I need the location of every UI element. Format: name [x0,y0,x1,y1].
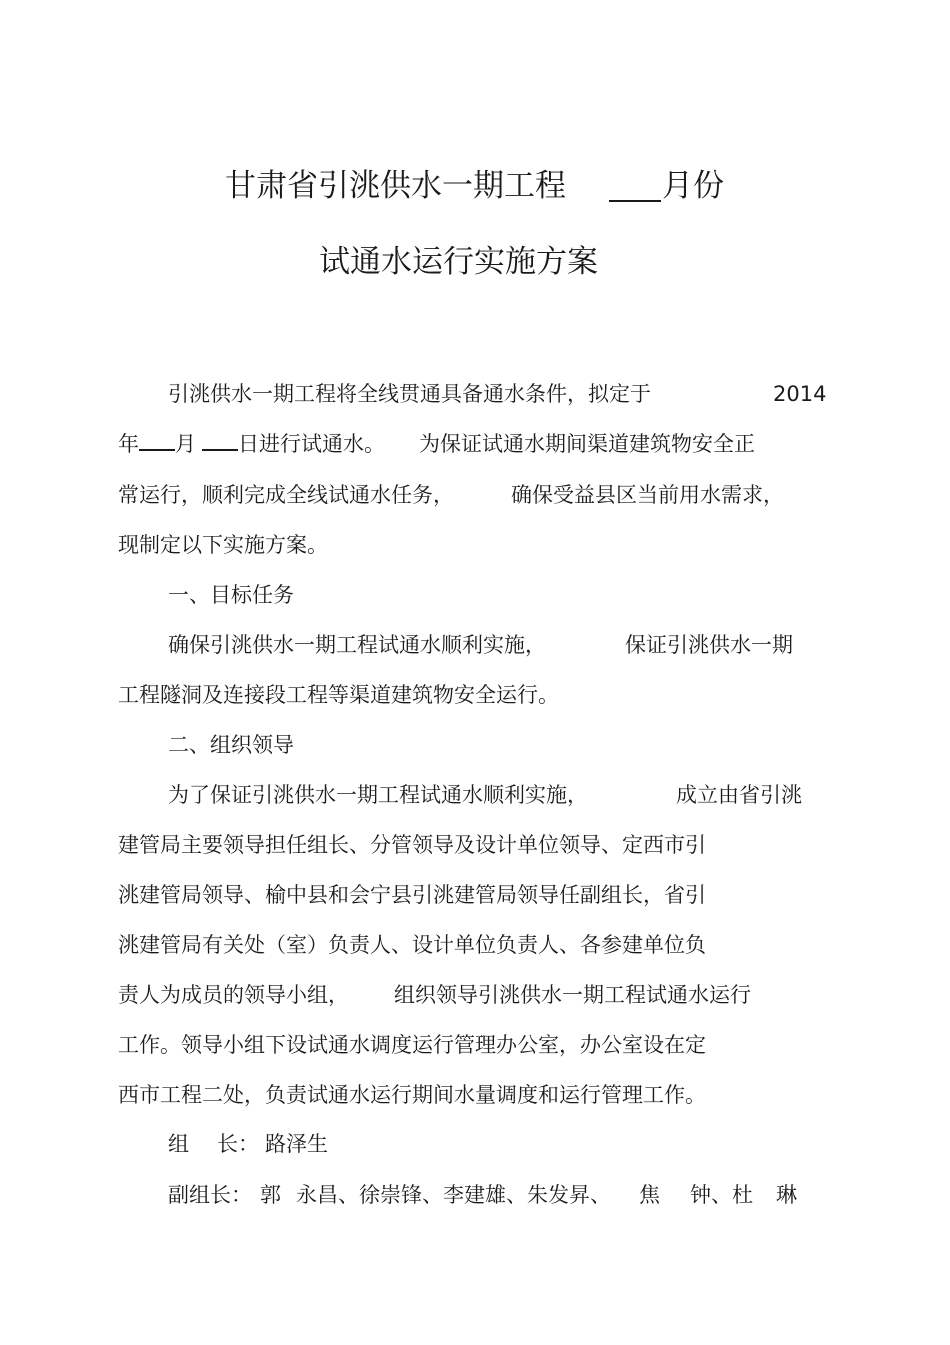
p2-line-1-left: 确保引洮供水一期工程试通水顺利实施， [168,633,546,657]
deputy-name-guo: 郭 [260,1183,281,1207]
leader-label-b: 长： [217,1132,259,1156]
deputy-label: 副组长： [168,1183,252,1207]
p1-line-1: 引洮供水一期工程将全线贯通具备通水条件，拟定于 [168,382,651,406]
p2-line-1-right: 保证引洮供水一期 [625,633,793,657]
section-heading-2: 二、组织领导 [168,733,294,757]
p1-line-2-right: 为保证试通水期间渠道建筑物安全正 [419,432,755,456]
p3-line-7: 西市工程二处，负责试通水运行期间水量调度和运行管理工作。 [118,1083,706,1107]
p3-line-5-right: 组织领导引洮供水一期工程试通水运行 [394,983,751,1007]
deputy-name-jiao: 焦 [639,1183,660,1207]
p1-month-unit: 月 [175,432,196,456]
p3-line-1-right: 成立由省引洮 [676,783,802,807]
p1-line-2 [118,429,385,459]
p1-day-text: 日进行试通水。 [238,432,385,456]
day-fill-blank [202,429,238,451]
deputy-names-list: 永昌、徐崇锋、李建雄、朱发昇、 [296,1183,611,1207]
p3-line-1-left: 为了保证引洮供水一期工程试通水顺利实施， [168,783,588,807]
title-prefix: 甘肃省引洮供水一期工程 [225,168,566,204]
month-blank [609,200,661,202]
p3-line-5-left: 责人为成员的领导小组， [118,983,349,1007]
section-heading-1: 一、目标任务 [168,583,294,607]
leader-name: 路泽生 [265,1132,328,1156]
deputy-name-lin: 琳 [776,1183,797,1207]
title-line-2: 试通水运行实施方案 [319,244,598,280]
title-suffix: 月份 [662,168,724,204]
p3-line-4: 洮建管局有关处（室）负责人、设计单位负责人、各参建单位负 [118,933,706,957]
p1-year-unit: 年 [118,432,139,456]
p3-line-2: 建管局主要领导担任组长、分管领导及设计单位领导、定西市引 [118,833,706,857]
p1-year: 2014 [773,382,827,406]
p1-line-3-right: 确保受益县区当前用水需求， [511,483,784,507]
p3-line-3: 洮建管局领导、榆中县和会宁县引洮建管局领导任副组长，省引 [118,883,706,907]
deputy-name-zhong-du: 钟、杜 [690,1183,753,1207]
p1-line-4: 现制定以下实施方案。 [118,533,328,557]
p1-line-3-left: 常运行，顺利完成全线试通水任务， [118,483,454,507]
p2-line-2: 工程隧洞及连接段工程等渠道建筑物安全运行。 [118,683,559,707]
month-fill-blank [139,429,175,451]
p3-line-6: 工作。领导小组下设试通水调度运行管理办公室，办公室设在定 [118,1033,706,1057]
leader-label-a: 组 [168,1132,189,1156]
